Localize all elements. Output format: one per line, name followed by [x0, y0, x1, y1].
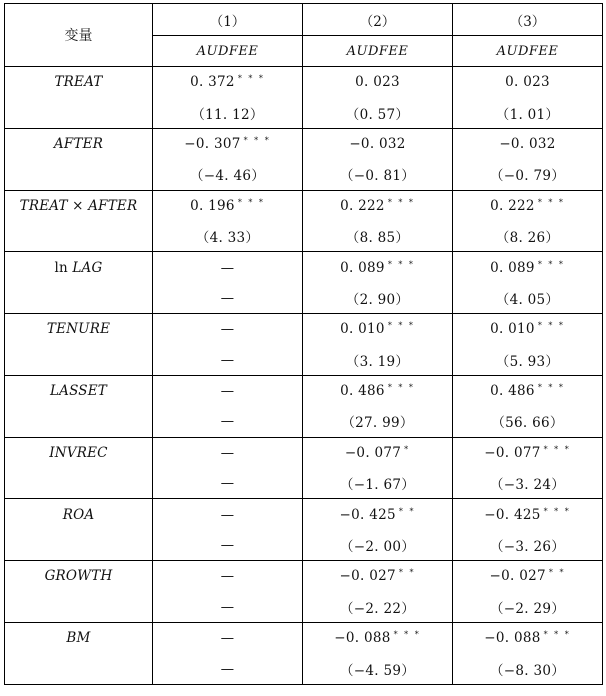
value-cell [303, 159, 453, 190]
variable-name [5, 283, 153, 314]
cell-value: （−2. 00） [339, 539, 416, 556]
cell-value: （4. 05） [495, 291, 560, 308]
cell-value: −0. 088 [484, 630, 541, 647]
cell-value: （8. 26） [495, 230, 560, 247]
table-row [5, 437, 603, 468]
value-cell [453, 159, 603, 190]
cell-value: （5. 93） [495, 353, 560, 370]
value-cell [453, 468, 603, 499]
cell-value: — [220, 444, 235, 461]
table-row [5, 345, 603, 376]
table-row [5, 314, 603, 345]
value-cell [303, 67, 453, 98]
value-cell [303, 283, 453, 314]
table-row [5, 67, 603, 98]
cell-value: — [220, 630, 235, 647]
variable-name [5, 345, 153, 376]
value-cell [303, 499, 453, 530]
value-cell [153, 653, 303, 684]
value-cell [303, 653, 453, 684]
value-cell [153, 499, 303, 530]
significance-stars: * * [398, 506, 416, 516]
value-cell [303, 97, 453, 128]
variable-name [5, 530, 153, 561]
cell-value: −0. 077 [484, 444, 541, 461]
significance-stars: * * * [537, 259, 565, 269]
significance-stars: * * * [387, 197, 415, 207]
table-row [5, 499, 603, 530]
cell-value: — [220, 568, 235, 585]
value-cell [453, 67, 603, 98]
significance-stars: * * [398, 568, 416, 578]
table-row [5, 623, 603, 654]
cell-value: — [220, 259, 235, 276]
cell-value: −0. 027 [489, 568, 546, 585]
value-cell [153, 468, 303, 499]
cell-value: 0. 486 [490, 383, 535, 400]
variable-name [5, 653, 153, 684]
value-cell [303, 561, 453, 592]
cell-value: （−0. 81） [339, 168, 416, 185]
value-cell [303, 190, 453, 221]
table-row [5, 97, 603, 128]
value-cell [453, 314, 603, 345]
value-cell [303, 437, 453, 468]
significance-stars: * * * [387, 321, 415, 331]
cell-value: （11. 12） [191, 106, 264, 123]
cell-value: 0. 010 [490, 321, 535, 338]
table-row [5, 128, 603, 159]
cell-value: （−3. 24） [489, 477, 566, 494]
cell-value: — [220, 383, 235, 400]
value-cell [453, 437, 603, 468]
value-cell [453, 499, 603, 530]
table-row [5, 530, 603, 561]
variable-name: TREAT [5, 67, 153, 98]
value-cell [153, 252, 303, 283]
value-cell [153, 561, 303, 592]
dependent-var-2: AUDFEE [303, 36, 453, 67]
significance-stars: * * * [387, 383, 415, 393]
cell-value: — [220, 321, 235, 338]
variable-name: TENURE [5, 314, 153, 345]
table-row [5, 592, 603, 623]
cell-value: （1. 01） [495, 106, 560, 123]
value-cell [153, 128, 303, 159]
cell-value: （−8. 30） [489, 662, 566, 679]
significance-stars: * * * [237, 74, 265, 84]
cell-value: （−2. 22） [339, 600, 416, 617]
value-cell [153, 159, 303, 190]
value-cell [453, 345, 603, 376]
significance-stars: * * * [543, 444, 571, 454]
dependent-var-1: AUDFEE [153, 36, 303, 67]
cell-value: （−4. 59） [339, 662, 416, 679]
significance-stars: * * * [237, 197, 265, 207]
value-cell [153, 592, 303, 623]
regression-table-container [4, 3, 603, 685]
value-cell [303, 592, 453, 623]
cell-value: （−0. 79） [489, 168, 566, 185]
value-cell [453, 592, 603, 623]
value-cell [453, 283, 603, 314]
cell-value: （27. 99） [341, 415, 414, 432]
table-row [5, 653, 603, 684]
value-cell [303, 468, 453, 499]
value-cell [153, 190, 303, 221]
cell-value: （−1. 67） [339, 477, 416, 494]
value-cell [453, 561, 603, 592]
cell-value: （56. 66） [491, 415, 564, 432]
table-body [5, 67, 603, 685]
table-row [5, 561, 603, 592]
variable-name [5, 592, 153, 623]
cell-value: 0. 023 [355, 74, 400, 91]
value-cell [303, 375, 453, 406]
value-cell [153, 406, 303, 437]
regression-table [4, 3, 603, 685]
cell-value: −0. 077 [344, 444, 402, 461]
cell-value: 0. 196 [190, 197, 235, 214]
variable-name: AFTER [5, 128, 153, 159]
cell-value: −0. 307 [184, 135, 241, 152]
table-row [5, 375, 603, 406]
variable-name [5, 468, 153, 499]
value-cell [303, 252, 453, 283]
cell-value: −0. 425 [339, 506, 396, 523]
significance-stars: * * * [243, 135, 271, 145]
cell-value: （4. 33） [195, 230, 260, 247]
cell-value: 0. 089 [490, 259, 535, 276]
table-row [5, 283, 603, 314]
value-cell [453, 406, 603, 437]
value-cell [303, 345, 453, 376]
value-cell [453, 128, 603, 159]
variable-name: INVREC [5, 437, 153, 468]
variable-name: GROWTH [5, 561, 153, 592]
cell-value: — [220, 660, 235, 677]
value-cell [303, 623, 453, 654]
cell-value: 0. 023 [505, 74, 550, 91]
cell-value: — [220, 598, 235, 615]
table-row [5, 190, 603, 221]
cell-value: −0. 032 [349, 135, 406, 152]
value-cell [303, 221, 453, 252]
column-2-header: （2） [303, 4, 453, 36]
cell-value: （−4. 46） [189, 168, 266, 185]
cell-value: 0. 089 [340, 259, 385, 276]
value-cell [153, 67, 303, 98]
cell-value: −0. 032 [499, 135, 556, 152]
cell-value: — [220, 351, 235, 368]
variable-name: ROA [5, 499, 153, 530]
value-cell [453, 221, 603, 252]
variable-name [5, 97, 153, 128]
significance-stars: * * * [543, 506, 571, 516]
variable-name: TREAT × AFTER [5, 190, 153, 221]
cell-value: 0. 222 [340, 197, 385, 214]
value-cell [453, 653, 603, 684]
cell-value: 0. 486 [340, 383, 385, 400]
value-cell [303, 530, 453, 561]
cell-value: — [220, 506, 235, 523]
significance-stars: * * * [393, 630, 421, 640]
cell-value: −0. 027 [339, 568, 396, 585]
value-cell [303, 128, 453, 159]
value-cell [453, 190, 603, 221]
cell-value: — [220, 289, 235, 306]
table-row [5, 406, 603, 437]
value-cell [303, 406, 453, 437]
significance-stars: * * [548, 568, 566, 578]
significance-stars: * * * [543, 630, 571, 640]
cell-value: 0. 222 [490, 197, 535, 214]
value-cell [453, 530, 603, 561]
value-cell [453, 97, 603, 128]
value-cell [153, 623, 303, 654]
significance-stars: * [404, 444, 411, 454]
cell-value: （3. 19） [345, 353, 410, 370]
cell-value: （8. 85） [345, 230, 410, 247]
value-cell [453, 375, 603, 406]
dependent-var-3: AUDFEE [453, 36, 603, 67]
value-cell [153, 221, 303, 252]
value-cell [153, 314, 303, 345]
value-cell [153, 437, 303, 468]
variable-name: LASSET [5, 375, 153, 406]
cell-value: — [220, 413, 235, 430]
variable-name: ln LAG [5, 252, 153, 283]
value-cell [153, 375, 303, 406]
column-1-header: （1） [153, 4, 303, 36]
value-cell [153, 530, 303, 561]
value-cell [153, 283, 303, 314]
column-3-header: （3） [453, 4, 603, 36]
cell-value: （−2. 29） [489, 600, 566, 617]
significance-stars: * * * [537, 321, 565, 331]
cell-value: （−3. 26） [489, 539, 566, 556]
variable-name [5, 159, 153, 190]
variable-name: BM [5, 623, 153, 654]
cell-value: （0. 57） [345, 106, 410, 123]
cell-value: 0. 010 [340, 321, 385, 338]
variable-header: 变量 [5, 4, 153, 67]
cell-value: −0. 088 [334, 630, 391, 647]
significance-stars: * * * [387, 259, 415, 269]
table-row [5, 252, 603, 283]
table-row [5, 468, 603, 499]
table-row [5, 159, 603, 190]
table-row [5, 221, 603, 252]
significance-stars: * * * [537, 197, 565, 207]
cell-value: −0. 425 [484, 506, 541, 523]
variable-name [5, 221, 153, 252]
variable-name [5, 406, 153, 437]
cell-value: （2. 90） [345, 291, 410, 308]
value-cell [153, 97, 303, 128]
cell-value: — [220, 537, 235, 554]
value-cell [453, 252, 603, 283]
value-cell [303, 314, 453, 345]
value-cell [453, 623, 603, 654]
cell-value: 0. 372 [190, 74, 235, 91]
significance-stars: * * * [537, 383, 565, 393]
value-cell [153, 345, 303, 376]
cell-value: — [220, 475, 235, 492]
